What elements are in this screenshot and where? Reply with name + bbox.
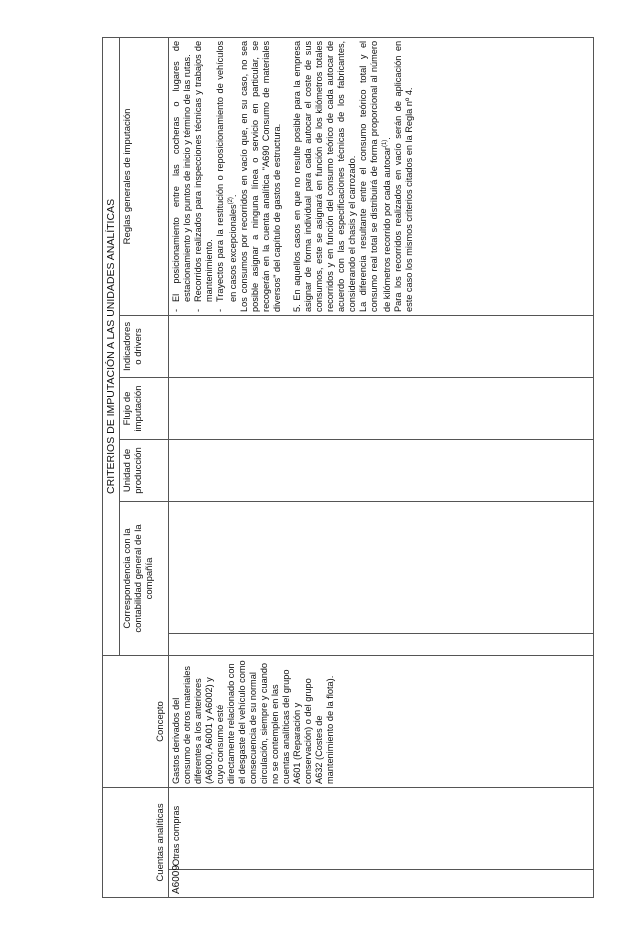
bullet-dash: - xyxy=(171,308,181,312)
rule-paragraph-1: Los consumos por recorridos en vacío que, en su caso, no sea posible asignar a ninguna línea o servicio en particular, se recogerán en la cuenta analítica "A690 Consumo de materiales diversos" del capítulo de gastos de estructura. xyxy=(239,40,283,312)
footnote-ref: (1) xyxy=(382,139,389,148)
imputation-table xyxy=(102,37,594,898)
header-indicadores: Indicadores o drivers xyxy=(120,315,169,377)
paragraph-gap xyxy=(283,41,292,312)
bullet-dash: - xyxy=(215,308,225,312)
unidad-cell xyxy=(169,439,594,501)
rule-bullet-text: Recorridos realizados para inspecciones técnicas y trabajos de mantenimiento. xyxy=(193,40,214,302)
indicadores-cell xyxy=(169,315,594,377)
concepto-cell: Gastos derivados del consumo de otros materiales diferentes a los anteriores (A6000, A6001 y A6002) y cuyo consumo esté directamente relacionado con el desgaste del vehículo como consecuencia de su normal circulación, siempre y cuando no se contemplen en las cuentas analíticas del grupo A601 (Reparación y conservación) o del grupo A632 (Costes de mantenimiento de la flota). xyxy=(169,655,594,787)
rule-bullet-3-end: . xyxy=(228,194,239,198)
rule-bullet-2 xyxy=(193,41,215,312)
rule-bullet-1 xyxy=(171,41,193,312)
table-row xyxy=(169,37,594,897)
rule-bullet-text xyxy=(215,41,239,302)
header-reglas: Reglas generales de imputación xyxy=(120,37,169,315)
header-correspondencia: Correspondencia con la contabilidad general de la compañía xyxy=(120,501,169,655)
rule-paragraph-3-text: La diferencia resultante entre el consumo teórico total y el consumo real total se distribuirá de forma proporcional al número de kilómetros recorrido por cada autocar xyxy=(358,40,393,312)
account-code: A6009 xyxy=(169,870,594,898)
rule-paragraph-2: 5. En aquellos casos en que no resulte posible para la empresa asignar de forma individual para cada autocar el coste de sus consumos, este se asignará en función de los kilómetros totales recorridos y en función del consumo teórico de cada autocar de acuerdo con las especificaciones técnicas de los fabricantes, considerando el chasis y el carrozado. xyxy=(292,40,358,312)
rule-paragraph-3 xyxy=(358,41,393,312)
account-name: Otras compras xyxy=(169,787,594,869)
rotated-sheet xyxy=(74,0,624,932)
flujo-cell xyxy=(169,377,594,439)
bullet-dash: - xyxy=(193,308,203,312)
header-concepto: Concepto xyxy=(103,655,169,787)
reglas-cell xyxy=(169,37,594,315)
rule-paragraph-3-end: . xyxy=(382,137,393,140)
rule-paragraph-4: Para los recorridos realizados en vacío serán de aplicación en este caso los mismos criterios citados en la Regla nº 4. xyxy=(393,40,415,312)
header-unidad-produccion: Unidad de producción xyxy=(120,439,169,501)
footnote-ref: (2) xyxy=(228,197,234,205)
rule-bullet-3-text: Trayectos para la restitución o reposicionamiento de vehículos en casos excepcionales xyxy=(215,40,239,302)
header-flujo-imputacion: Flujo de imputación xyxy=(120,377,169,439)
correspondencia-narrow-cell xyxy=(169,633,594,655)
header-cuentas: Cuentas analíticas xyxy=(103,787,169,897)
rule-bullet-3 xyxy=(215,41,239,312)
header-criterios-title: CRITERIOS DE IMPUTACIÓN A LAS UNIDADES ANALÍTICAS xyxy=(103,37,120,655)
correspondencia-cell xyxy=(169,501,594,633)
rule-bullet-text: El posicionamiento entre las cocheras o lugares de estacionamiento y los puntos de inicio y término de las rutas. xyxy=(171,40,192,302)
